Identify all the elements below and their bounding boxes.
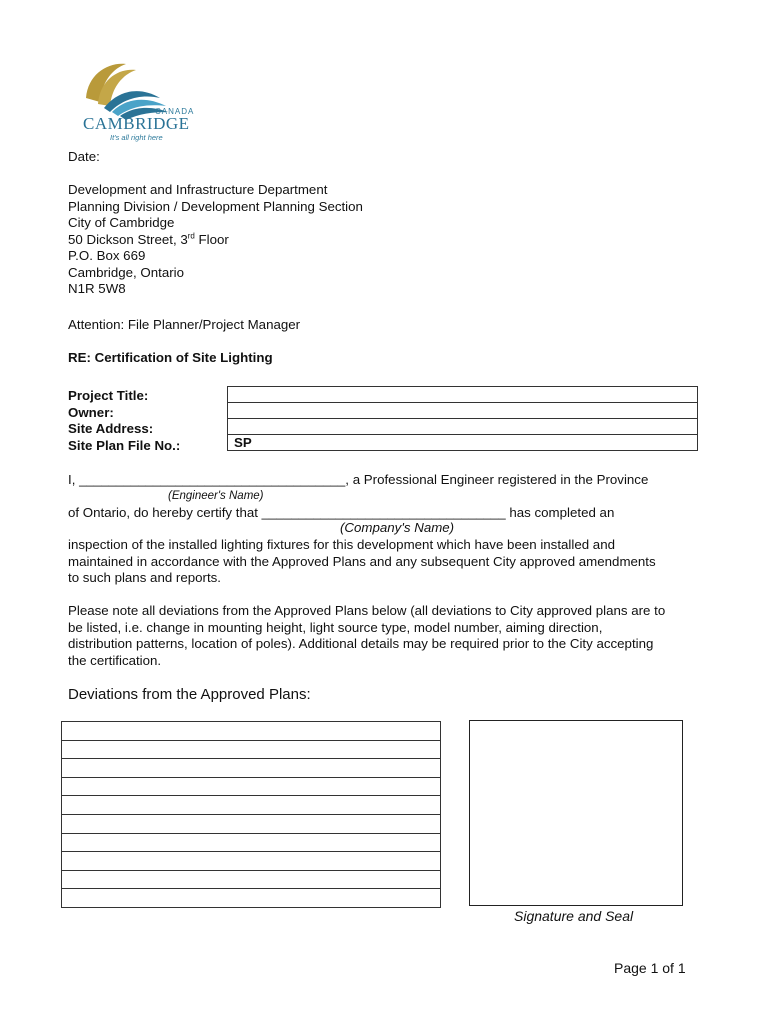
deviation-row[interactable]: [62, 833, 441, 852]
address-block: [68, 182, 363, 298]
address-postal: N1R 5W8: [68, 281, 126, 296]
project-fields-table: [227, 386, 698, 451]
deviation-row[interactable]: [62, 777, 441, 796]
note-line: Please note all deviations from the Approved Plans below (all deviations to City approved plans are to: [68, 603, 666, 618]
address-city: Cambridge, Ontario: [68, 264, 185, 280]
attention-line: Attention: File Planner/Project Manager: [68, 317, 301, 332]
address-po-box: P.O. Box 669: [68, 248, 146, 263]
signature-seal-label: Signature and Seal: [514, 908, 634, 924]
deviations-table: [61, 721, 441, 908]
logo-tagline: It's all right here: [110, 133, 163, 142]
project-title-label: Project Title:: [68, 388, 149, 403]
logo-name: CAMBRIDGE: [83, 114, 190, 133]
deviation-row[interactable]: [62, 722, 441, 741]
logo-country: CANADA: [155, 107, 195, 116]
project-title-field[interactable]: [228, 387, 698, 403]
site-address-label: Site Address:: [68, 421, 154, 436]
deviation-row[interactable]: [62, 870, 441, 889]
deviation-row[interactable]: [62, 796, 441, 815]
deviation-row[interactable]: [62, 740, 441, 759]
company-name-caption: (Company's Name): [340, 520, 455, 535]
address-line: Development and Infrastructure Department: [68, 182, 328, 197]
address-street: [68, 232, 363, 249]
site-plan-file-label: Site Plan File No.:: [68, 437, 181, 453]
note-line: the certification.: [68, 652, 162, 668]
date-label: Date:: [68, 149, 100, 164]
owner-field[interactable]: [228, 403, 698, 419]
deviations-heading: Deviations from the Approved Plans:: [68, 686, 311, 703]
signature-seal-box[interactable]: [469, 720, 683, 906]
street-suffix: Floor: [194, 231, 229, 247]
deviation-row[interactable]: [62, 889, 441, 908]
engineer-name-caption: (Engineer's Name): [168, 490, 264, 502]
street-text: 50 Dickson Street, 3: [68, 231, 188, 247]
address-line: City of Cambridge: [68, 215, 175, 230]
note-paragraph: [68, 603, 665, 669]
project-labels: [68, 388, 180, 454]
site-address-field[interactable]: [228, 419, 698, 435]
certify-paragraph: [68, 537, 656, 587]
site-plan-file-field[interactable]: SP: [228, 435, 698, 451]
deviation-row[interactable]: [62, 852, 441, 871]
address-line: Planning Division / Development Planning Section: [68, 198, 363, 214]
owner-label: Owner:: [68, 404, 114, 420]
certify-line-1: I, ____________________________________, a Professional Engineer registered in the Province: [68, 472, 649, 487]
page-number: Page 1 of 1: [614, 960, 686, 976]
note-line: be listed, i.e. change in mounting height, light source type, model number, aiming direction,: [68, 619, 603, 635]
deviation-row[interactable]: [62, 814, 441, 833]
note-line: distribution patterns, location of poles). Additional details may be required prior to the City accepting: [68, 636, 654, 651]
re-line: RE: Certification of Site Lighting: [68, 350, 273, 365]
street-sup: rd: [187, 231, 195, 241]
certify-line-2: of Ontario, do hereby certify that _________________________________ has completed an: [68, 505, 615, 520]
certify-line-3: inspection of the installed lighting fixtures for this development which have been installed and: [68, 537, 615, 552]
deviation-row[interactable]: [62, 759, 441, 778]
certify-line-5: to such plans and reports.: [68, 570, 222, 585]
certify-line-4: maintained in accordance with the Approved Plans and any subsequent City approved amendments: [68, 553, 656, 569]
